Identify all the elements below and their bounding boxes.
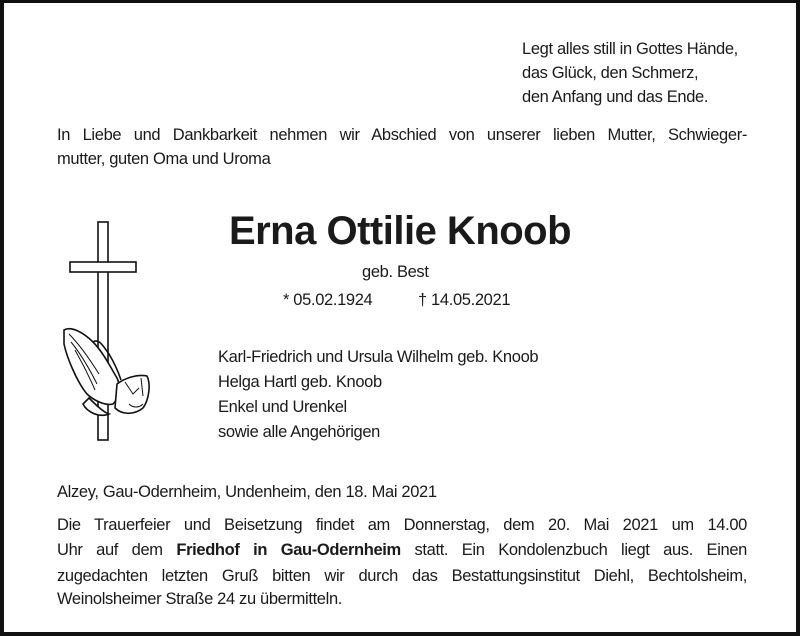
mourner-line: Enkel und Urenkel [218, 398, 347, 416]
intro-text [57, 125, 747, 145]
poem-line: Legt alles still in Gottes Hände, [522, 40, 738, 58]
poem-line: das Glück, den Schmerz, [522, 64, 699, 82]
place-date: Alzey, Gau-Odernheim, Undenheim, den 18. Mai 2021 [57, 483, 437, 501]
poem-line: den Anfang und das Ende. [522, 88, 709, 106]
cross-praying-hands-icon [59, 218, 159, 450]
death-date: † 14.05.2021 [418, 291, 511, 309]
deceased-name: Erna Ottilie Knoob [228, 209, 572, 253]
funeral-line: Weinolsheimer Straße 24 zu übermitteln. [57, 590, 343, 608]
cemetery-name: Friedhof in Gau-Odernheim [176, 541, 401, 560]
funeral-line: Die Trauerfeier und Beisetzung findet am Donnerstag, dem 20. Mai 2021 um 14.00 [57, 516, 747, 534]
funeral-line [57, 538, 747, 563]
mourner-line: Helga Hartl geb. Knoob [218, 373, 382, 391]
birth-date: * 05.02.1924 [283, 291, 373, 309]
funeral-line: zugedachten letzten Gruß bitten wir durch das Bestattungsinstitut Diehl, Bechtolsheim, [57, 566, 747, 585]
funeral-details [57, 513, 747, 589]
maiden-name: geb. Best [362, 263, 429, 281]
funeral-text: statt. Ein Kondolenzbuch liegt aus. Einen [414, 541, 748, 560]
mourner-line: sowie alle Angehörigen [218, 423, 381, 441]
funeral-text: Uhr auf dem [57, 541, 163, 560]
intro-line: In Liebe und Dankbarkeit nehmen wir Abschied von unserer lieben Mutter, Schwieger- [57, 126, 747, 144]
intro-line: mutter, guten Oma und Uroma [57, 150, 271, 168]
mourner-line: Karl-Friedrich und Ursula Wilhelm geb. Knoob [218, 348, 539, 366]
